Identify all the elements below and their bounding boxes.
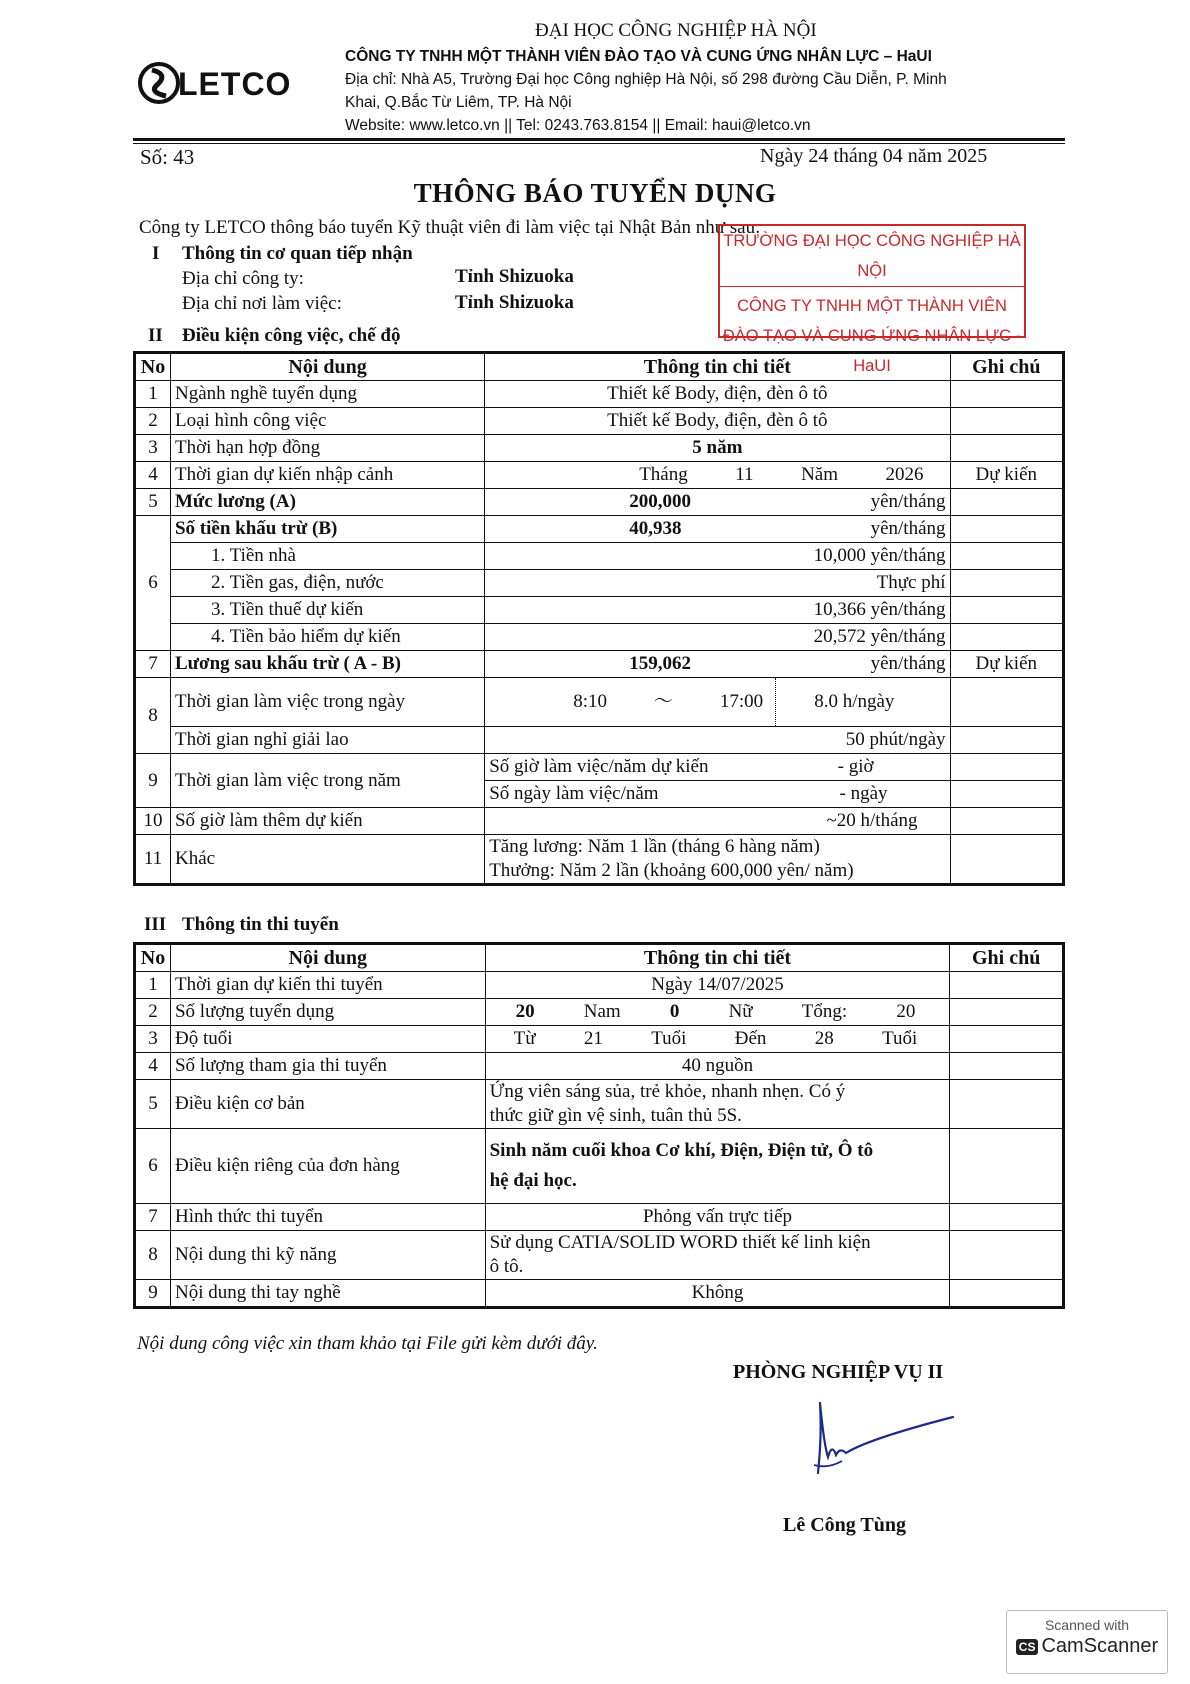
row-label: Điều kiện riêng của đơn hàng [170, 1129, 485, 1204]
table-row [135, 489, 1064, 516]
header-content: Nội dung [170, 353, 484, 381]
header-rule [133, 138, 1065, 141]
row-no: 7 [135, 1204, 171, 1231]
table-row [135, 1053, 1064, 1080]
row-note [950, 781, 1063, 808]
row-no: 9 [135, 1280, 171, 1308]
table-row [135, 381, 1064, 408]
row-note: Dự kiến [950, 462, 1063, 489]
special-conditions-line1: Sinh năm cuối khoa Cơ khí, Điện, Điện tử, Ô tô [489, 1140, 874, 1161]
table-row [135, 754, 1064, 781]
section3-number: III [144, 914, 167, 935]
stamp-line3: ĐÀO TẠO VÀ CUNG ỨNG NHÂN LỰC - HaUI [722, 327, 1022, 375]
table-row [135, 1129, 1064, 1204]
special-conditions-cell [485, 1129, 950, 1204]
annual-hours-cell [485, 754, 950, 781]
skill-test-cell [485, 1231, 950, 1280]
row-value: ~20 h/tháng [485, 808, 950, 835]
header-detail: Thông tin chi tiết [485, 944, 950, 972]
company-name: CÔNG TY TNHH MỘT THÀNH VIÊN ĐÀO TẠO VÀ CUNG ỨNG NHÂN LỰC – HaUI [345, 48, 932, 65]
header-no: No [135, 353, 171, 381]
row-label: Độ tuổi [170, 1026, 485, 1053]
row-no: 6 [135, 1129, 171, 1204]
row-no: 5 [135, 489, 171, 516]
row-label: Khác [170, 835, 484, 885]
headcount-cell [485, 999, 950, 1026]
month-label: Tháng [639, 464, 688, 485]
net-salary-cell [485, 651, 950, 678]
row-note [950, 972, 1064, 999]
row-no: 3 [135, 435, 171, 462]
row-note [950, 435, 1063, 462]
row-label: Ngành nghề tuyển dụng [170, 381, 484, 408]
attachment-note: Nội dung công việc xin tham khảo tại File gửi kèm dưới đây. [137, 1333, 598, 1354]
row-label: Thời gian dự kiến thi tuyển [170, 972, 485, 999]
row-no: 1 [135, 381, 171, 408]
age-cell [485, 1026, 950, 1053]
age-max: 28 [814, 1028, 834, 1049]
male-count: 20 [515, 1001, 535, 1022]
row-label: Số lượng tuyển dụng [170, 999, 485, 1026]
total-label: Tổng: [801, 1001, 848, 1022]
row-no: 11 [135, 835, 171, 885]
work-conditions-table [133, 351, 1065, 886]
row-label: Số tiền khấu trừ (B) [170, 516, 484, 543]
row-value: Thiết kế Body, điện, đèn ô tô [485, 381, 950, 408]
entry-date-cell [485, 462, 950, 489]
row-label: Loại hình công việc [170, 408, 484, 435]
document-number: Số: 43 [140, 145, 195, 169]
row-value: 40 nguồn [485, 1053, 950, 1080]
row-note [950, 624, 1063, 651]
row-value: Thực phí [485, 570, 950, 597]
row-label: Thời gian làm việc trong ngày [170, 678, 484, 727]
row-no: 7 [135, 651, 171, 678]
table-row [135, 808, 1064, 835]
row-value: Không [485, 1280, 950, 1308]
header-note: Ghi chú [950, 944, 1064, 972]
row-note [950, 1129, 1064, 1204]
net-salary-value: 159,062 [629, 653, 691, 674]
row-label: 4. Tiền bảo hiểm dự kiến [170, 624, 484, 651]
stamp-line1: TRƯỜNG ĐẠI HỌC CÔNG NGHIỆP HÀ NỘI [720, 226, 1024, 287]
age-from-label: Từ [513, 1028, 536, 1049]
table-row [135, 1204, 1064, 1231]
row-no: 6 [135, 516, 171, 651]
row-note [950, 754, 1063, 781]
section1-number: I [152, 243, 160, 264]
table-header-row [135, 353, 1064, 381]
header-content: Nội dung [170, 944, 485, 972]
row-no: 5 [135, 1080, 171, 1129]
signer-name: Lê Công Tùng [783, 1514, 907, 1536]
row-label: Số lượng tham gia thi tuyển [170, 1053, 485, 1080]
company-address-line1: Địa chỉ: Nhà A5, Trường Đại học Công nghiệp Hà Nội, số 298 đường Cầu Diễn, P. Minh [345, 71, 947, 88]
row-note [950, 678, 1063, 727]
male-label: Nam [583, 1001, 621, 1022]
university-name: ĐẠI HỌC CÔNG NGHIỆP HÀ NỘI [535, 20, 817, 41]
row-note [950, 808, 1063, 835]
bonus-text: Thưởng: Năm 2 lần (khoảng 600,000 yên/ năm) [489, 860, 854, 881]
row-value: 50 phút/ngày [485, 727, 950, 754]
company-contact: Website: www.letco.vn || Tel: 0243.763.8154 || Email: haui@letco.vn [345, 117, 811, 134]
table-row [135, 835, 1064, 885]
row-note [950, 1280, 1064, 1308]
female-label: Nữ [728, 1001, 753, 1022]
daily-hours: 8.0 h/ngày [814, 691, 895, 712]
age-to-label: Đến [734, 1028, 767, 1049]
row-label: Lương sau khấu trừ ( A - B) [170, 651, 484, 678]
work-address-value: Tỉnh Shizuoka [455, 292, 574, 313]
table-row [135, 516, 1064, 543]
table-row [135, 543, 1064, 570]
row-no: 3 [135, 1026, 171, 1053]
header-note: Ghi chú [950, 353, 1063, 381]
row-note [950, 570, 1063, 597]
start-time: 8:10 [573, 691, 607, 712]
row-label: Nội dung thi kỹ năng [170, 1231, 485, 1280]
net-salary-unit: yên/tháng [870, 653, 946, 674]
year-label: Năm [801, 464, 838, 485]
year-value: 2026 [885, 464, 924, 485]
row-no: 9 [135, 754, 171, 808]
row-label: 1. Tiền nhà [170, 543, 484, 570]
company-address-label: Địa chỉ công ty: [182, 268, 304, 289]
signature-icon [808, 1395, 958, 1485]
deduction-unit: yên/tháng [870, 518, 946, 539]
table-row [135, 1280, 1064, 1308]
row-label: 3. Tiền thuế dự kiến [170, 597, 484, 624]
scanner-caption: Scanned with [1044, 1617, 1130, 1633]
age-unit: Tuổi [651, 1028, 687, 1049]
row-label: Mức lương (A) [170, 489, 484, 516]
recruitment-table [133, 942, 1065, 1309]
row-note [950, 1204, 1064, 1231]
basic-conditions-line2: thức giữ gìn vệ sinh, tuân thủ 5S. [489, 1105, 742, 1126]
row-no: 10 [135, 808, 171, 835]
table-row [135, 435, 1064, 462]
department-name: PHÒNG NGHIỆP VỤ II [733, 1361, 944, 1383]
row-label: Số giờ làm thêm dự kiến [170, 808, 484, 835]
row-value: 5 năm [485, 435, 950, 462]
section2-number: II [148, 325, 163, 346]
skill-test-line2: ô tô. [489, 1256, 524, 1277]
table-row [135, 408, 1064, 435]
header-rule-thin [133, 143, 1065, 144]
company-address-line2: Khai, Q.Bắc Từ Liêm, TP. Hà Nội [345, 94, 572, 111]
row-note [950, 489, 1063, 516]
salary-unit: yên/tháng [870, 491, 946, 512]
row-note [950, 597, 1063, 624]
row-no: 1 [135, 972, 171, 999]
month-value: 11 [735, 464, 754, 485]
row-note [950, 999, 1064, 1026]
table-row [135, 1231, 1064, 1280]
row-note [950, 727, 1063, 754]
letco-logo-text: LETCO [178, 66, 292, 102]
age-unit: Tuổi [882, 1028, 918, 1049]
row-note [950, 408, 1063, 435]
table-row [135, 972, 1064, 999]
letco-logo-icon [138, 60, 180, 106]
row-value: Phỏng vấn trực tiếp [485, 1204, 950, 1231]
document-title: THÔNG BÁO TUYỂN DỤNG [413, 178, 777, 208]
camscanner-watermark [1006, 1610, 1168, 1674]
intro-text: Công ty LETCO thông báo tuyển Kỹ thuật viên đi làm việc tại Nhật Bản như sau: [139, 217, 761, 238]
row-label: Thời gian dự kiến nhập cảnh [170, 462, 484, 489]
row-note [950, 1026, 1064, 1053]
row-value: Thiết kế Body, điện, đèn ô tô [485, 408, 950, 435]
row-note [950, 543, 1063, 570]
other-cell [485, 835, 950, 885]
row-note: Dự kiến [950, 651, 1063, 678]
row-note [950, 1053, 1064, 1080]
section2-title: Điều kiện công việc, chế độ [182, 325, 401, 346]
row-no: 4 [135, 1053, 171, 1080]
annual-hours-label: Số giờ làm việc/năm dự kiến [489, 756, 709, 777]
table-row [135, 462, 1064, 489]
basic-conditions-cell [485, 1080, 950, 1129]
table-row [135, 624, 1064, 651]
table-row [135, 570, 1064, 597]
row-label: Thời gian nghỉ giải lao [170, 727, 484, 754]
table-row [135, 597, 1064, 624]
table-row [135, 678, 1064, 727]
section3-title: Thông tin thi tuyển [182, 914, 339, 935]
raise-text: Tăng lương: Năm 1 lần (tháng 6 hàng năm) [489, 836, 820, 857]
row-note [950, 1080, 1064, 1129]
scanner-brand: CamScanner [1041, 1635, 1159, 1657]
row-label: 2. Tiền gas, điện, nước [170, 570, 484, 597]
row-note [950, 516, 1063, 543]
total-count: 20 [896, 1001, 916, 1022]
annual-days-value: - ngày [839, 783, 888, 804]
header-no: No [135, 944, 171, 972]
table-row [135, 727, 1064, 754]
row-label: Thời hạn hợp đồng [170, 435, 484, 462]
salary-value: 200,000 [629, 491, 691, 512]
row-note [950, 835, 1063, 885]
work-address-label: Địa chỉ nơi làm việc: [182, 293, 342, 314]
header-detail: Thông tin chi tiết [485, 353, 950, 381]
work-hours-cell [485, 678, 950, 727]
row-value: Ngày 14/07/2025 [485, 972, 950, 999]
company-address-value: Tỉnh Shizuoka [455, 266, 574, 287]
row-no: 2 [135, 408, 171, 435]
salary-cell [485, 489, 950, 516]
annual-hours-value: - giờ [837, 756, 874, 777]
row-label: Nội dung thi tay nghề [170, 1280, 485, 1308]
deduction-value: 40,938 [629, 518, 682, 539]
row-no: 8 [135, 1231, 171, 1280]
row-label: Hình thức thi tuyển [170, 1204, 485, 1231]
document-date: Ngày 24 tháng 04 năm 2025 [760, 145, 988, 167]
row-note [950, 1231, 1064, 1280]
row-no: 2 [135, 999, 171, 1026]
row-label: Thời gian làm việc trong năm [170, 754, 484, 808]
table-row [135, 1026, 1064, 1053]
end-time: 17:00 [719, 691, 764, 712]
row-label: Điều kiện cơ bản [170, 1080, 485, 1129]
table-row [135, 1080, 1064, 1129]
annual-days-label: Số ngày làm việc/năm [489, 783, 659, 804]
table-row [135, 651, 1064, 678]
row-note [950, 381, 1063, 408]
special-conditions-line2: hệ đại học. [489, 1170, 577, 1191]
row-value: 20,572 yên/tháng [485, 624, 950, 651]
section1-title: Thông tin cơ quan tiếp nhận [182, 243, 413, 264]
basic-conditions-line1: Ứng viên sáng sủa, trẻ khỏe, nhanh nhẹn. Có ý [489, 1081, 846, 1102]
stamp-line2: CÔNG TY TNHH MỘT THÀNH VIÊN [737, 297, 1007, 315]
skill-test-line1: Sử dụng CATIA/SOLID WORD thiết kế linh kiện [489, 1232, 871, 1253]
age-min: 21 [583, 1028, 603, 1049]
row-no: 8 [135, 678, 171, 754]
row-value: 10,000 yên/tháng [485, 543, 950, 570]
row-value: 10,366 yên/tháng [485, 597, 950, 624]
table-row [135, 999, 1064, 1026]
female-count: 0 [669, 1001, 680, 1022]
annual-days-cell [485, 781, 950, 808]
table-header-row [135, 944, 1064, 972]
deduction-cell [485, 516, 950, 543]
row-no: 4 [135, 462, 171, 489]
time-separator: ～ [653, 691, 673, 712]
camscanner-logo-icon: CS [1016, 1639, 1039, 1655]
